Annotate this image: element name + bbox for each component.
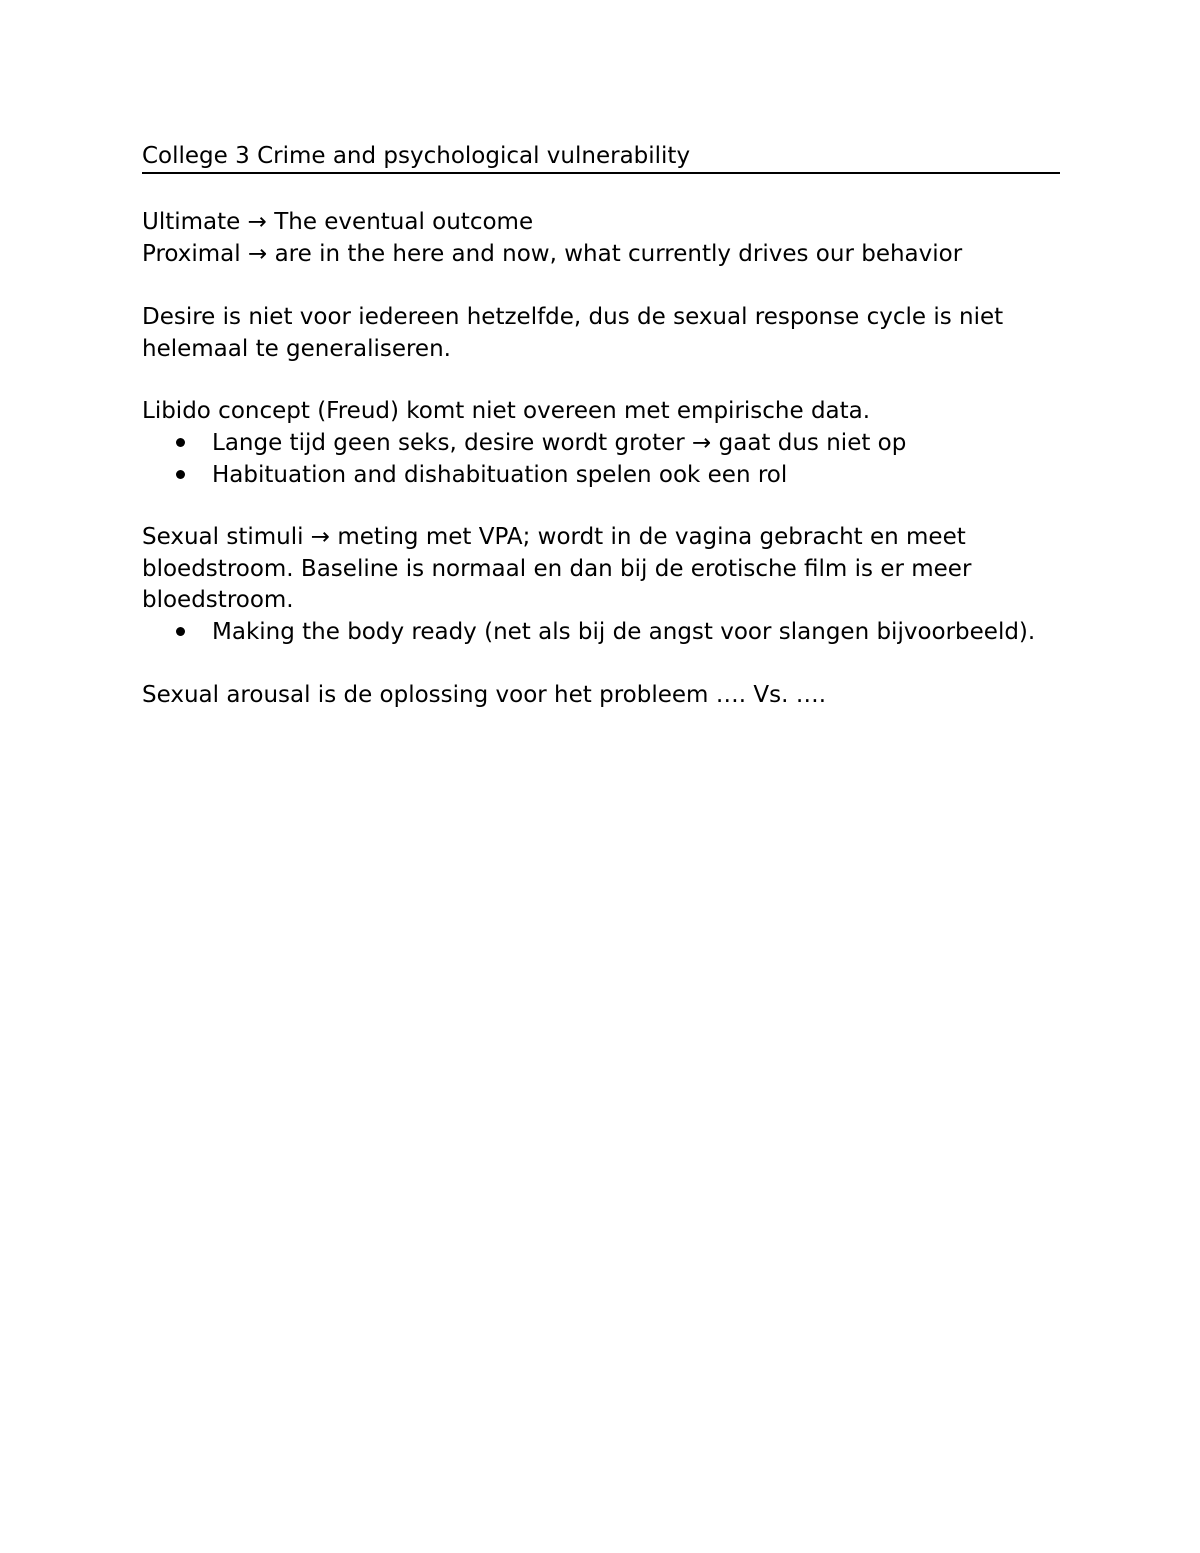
arousal-line: Sexual arousal is de oplossing voor het probleem …. Vs. …. bbox=[142, 682, 827, 708]
stimuli-bullet-1: Making the body ready (net als bij de angst voor slangen bijvoorbeeld). bbox=[212, 619, 1036, 645]
title-row bbox=[142, 140, 1060, 174]
bullet-icon bbox=[176, 470, 185, 479]
desire-line-2: helemaal te generaliseren. bbox=[142, 336, 451, 362]
bullet-icon bbox=[176, 627, 185, 636]
document-title: College 3 Crime and psychological vulnerability bbox=[142, 143, 691, 169]
proximal-line: Proximal → are in the here and now, what currently drives our behavior bbox=[142, 241, 963, 267]
stimuli-line-1: Sexual stimuli → meting met VPA; wordt in de vagina gebracht en meet bbox=[142, 524, 966, 550]
stimuli-line-3: bloedstroom. bbox=[142, 587, 294, 613]
libido-bullet-2: Habituation and dishabituation spelen ook een rol bbox=[212, 462, 788, 488]
bullet-icon bbox=[176, 438, 185, 447]
desire-line-1: Desire is niet voor iedereen hetzelfde, dus de sexual response cycle is niet bbox=[142, 304, 1004, 330]
libido-bullet-1: Lange tijd geen seks, desire wordt groter → gaat dus niet op bbox=[212, 430, 907, 456]
ultimate-line: Ultimate → The eventual outcome bbox=[142, 209, 534, 235]
libido-line: Libido concept (Freud) komt niet overeen met empirische data. bbox=[142, 398, 871, 424]
stimuli-line-2: bloedstroom. Baseline is normaal en dan bij de erotische film is er meer bbox=[142, 556, 972, 582]
